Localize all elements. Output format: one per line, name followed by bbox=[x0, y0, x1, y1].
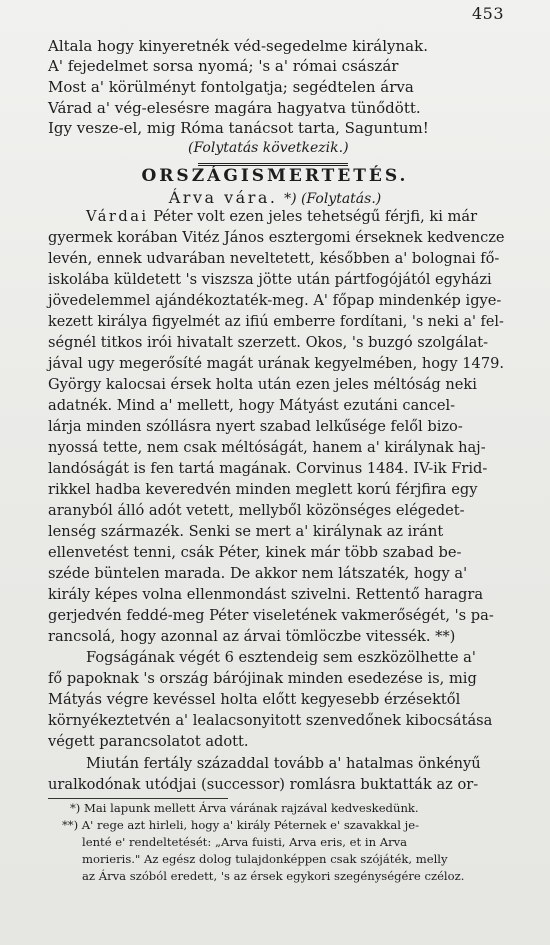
poem-line: Most a' körülményt fontolgatja; segédtelen árva bbox=[48, 78, 414, 96]
paragraph-line: Fogságának végét 6 esztendeig sem eszközölhette a' bbox=[86, 649, 476, 666]
paragraph-line: széde büntelen marada. De akkor nem látszaték, hogy a' bbox=[48, 565, 468, 582]
paragraph-line: György kalocsai érsek holta után ezen jeles méltóság neki bbox=[48, 376, 477, 393]
paragraph-line: levén, ennek udvarában neveltetett, későbben a' bolognai fő- bbox=[48, 250, 500, 267]
paragraph-line: ellenvetést tenni, csák Péter, kinek már több szabad be- bbox=[48, 544, 462, 561]
paragraph-line: lárja minden szóllásra nyert szabad lelkűsége felől bizo- bbox=[48, 418, 463, 435]
poem-continued-note: (Folytatás következik.) bbox=[188, 140, 349, 156]
paragraph-line: rikkel hadba keveredvén minden meglett korú férjfira egy bbox=[48, 481, 478, 498]
section-title: ORSZÁGISMERTETÉS. bbox=[141, 166, 409, 186]
lead-name: Várdai bbox=[86, 208, 149, 225]
paragraph-line: landóságát is fen tartá magának. Corvinus 1484. IV-ik Frid- bbox=[48, 460, 488, 477]
paragraph-line: uralkodónak utódjai (successor) romlásra buktatták az or- bbox=[48, 776, 479, 793]
footnote-line: *) Mai lapunk mellett Árva várának rajzával kedveskedünk. bbox=[70, 801, 419, 815]
paragraph-line: adatnék. Mind a' mellett, hogy Mátyást ezutáni cancel- bbox=[48, 397, 456, 414]
footnote-line: morieris." Az egész dolog tulajdonképpen csak szójáték, melly bbox=[82, 852, 448, 866]
paragraph-line: nyossá tette, nem csak méltóságát, hanem a' királynak haj- bbox=[48, 439, 486, 456]
footnote-line: lenté e' rendeltetését: „Arva fuisti, Arva eris, et in Arva bbox=[82, 835, 408, 849]
paragraph-line: ségnél titkos irói hivatalt szerzett. Okos, 's buzgó szolgálat- bbox=[48, 334, 489, 351]
paragraph-line: gerjedvén feddé-meg Péter viseletének vakmerőségét, 's pa- bbox=[48, 607, 494, 624]
footnote-line: az Árva szóból eredett, 's az érsek egykori szegénységére czéloz. bbox=[82, 869, 465, 883]
poem-line: Várad a' vég-elesésre magára hagyatva tünődött. bbox=[48, 99, 421, 117]
paragraph-line: Péter volt ezen jeles tehetségű férjfi, ki már bbox=[148, 208, 478, 225]
article-title-note: *) (Folytatás.) bbox=[284, 191, 382, 207]
poem-line: Igy vesze-el, mig Róma tanácsot tarta, Saguntum! bbox=[48, 119, 429, 137]
paragraph-line: Mátyás végre kevéssel holta előtt kegyesebb érzésektől bbox=[48, 691, 461, 708]
paragraph-line: jával ugy megerősíté magát urának kegyelmében, hogy 1479. bbox=[48, 355, 505, 372]
article-title-text: Árva vára. bbox=[168, 188, 278, 207]
paragraph-line: Miután fertály századdal tovább a' hatalmas önkényű bbox=[86, 755, 481, 772]
footnote-divider bbox=[48, 798, 228, 799]
poem-line: A' fejedelmet sorsa nyomá; 's a' római császár bbox=[48, 57, 399, 75]
paragraph-line: jövedelemmel ajándékoztaték-meg. A' főpap mindenkép igye- bbox=[48, 292, 502, 309]
paragraph-line: iskolába küldetett 's viszsza jötte után pártfogójától egyházi bbox=[48, 271, 492, 288]
paragraph-line: lenség származék. Senki se mert a' királynak az iránt bbox=[48, 523, 444, 540]
paragraph-line: aranyból álló adót vetett, mellyből közönséges elégedet- bbox=[48, 502, 465, 519]
paragraph-line: gyermek korában Vitéz János esztergomi érseknek kedvencze bbox=[48, 229, 505, 246]
article-title bbox=[0, 188, 550, 207]
paragraph-line: király képes volna ellenmondást szivelni. Rettentő haragra bbox=[48, 586, 484, 603]
poem-line: Altala hogy kinyeretnék véd-segedelme királynak. bbox=[48, 37, 428, 55]
page-number: 453 bbox=[471, 4, 504, 23]
paragraph-line: rancsolá, hogy azonnal az árvai tömlöczbe vitessék. **) bbox=[48, 628, 456, 645]
footnote-line: **) A' rege azt hirleli, hogy a' király Péternek e' szavakkal je- bbox=[62, 818, 420, 832]
paragraph-line: környékeztetvén a' lealacsonyitott szenvedőnek kibocsátása bbox=[48, 712, 493, 729]
paragraph-line: fő papoknak 's ország bárójinak minden esedezése is, mig bbox=[48, 670, 477, 687]
paragraph-line: végett parancsolatot adott. bbox=[48, 733, 249, 750]
paragraph-line: kezett királya figyelmét az ifiú emberre fordítani, 's neki a' fel- bbox=[48, 313, 504, 330]
